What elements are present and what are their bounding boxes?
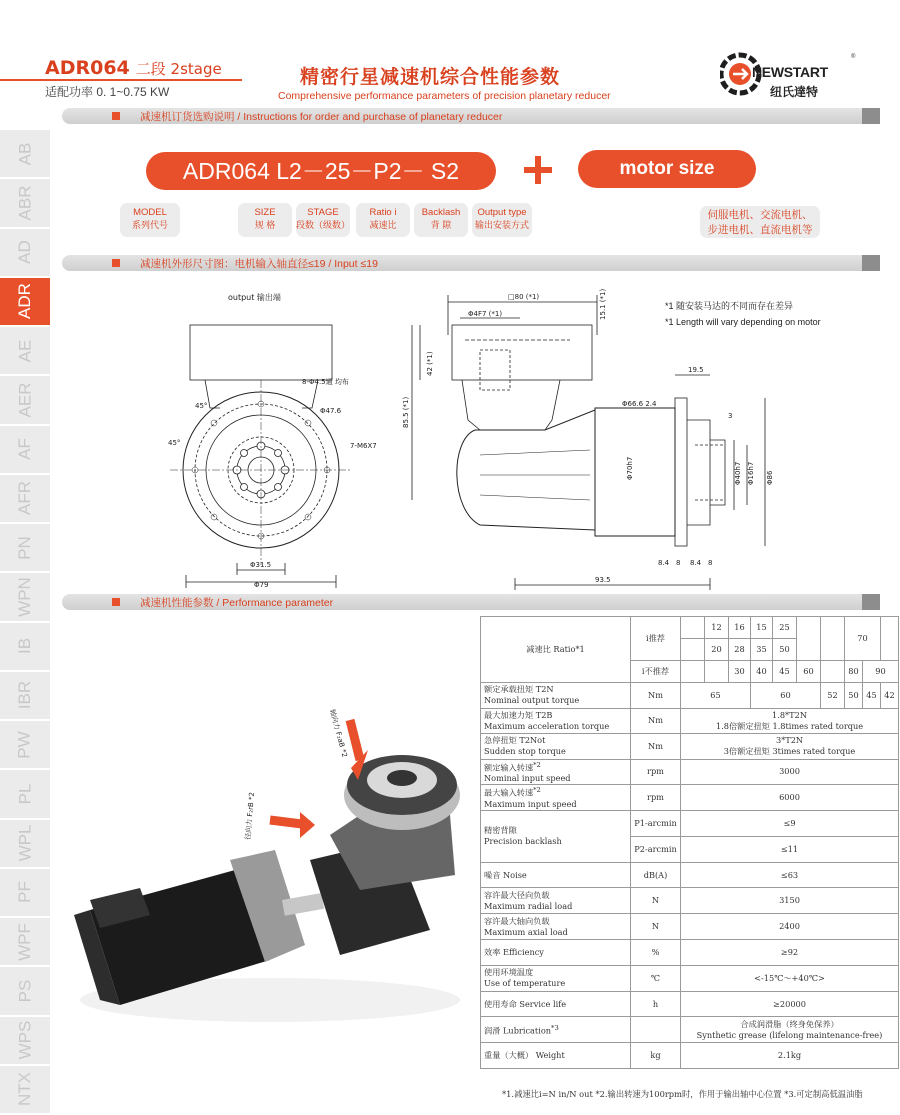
row-name-cn: 额定承载扭矩 T2N — [484, 684, 554, 695]
row-name-en: Nominal output torque — [484, 695, 580, 706]
section-bar-cap — [862, 108, 880, 124]
row-footnote-mark: *2 — [533, 760, 541, 769]
side-tab-ib[interactable] — [0, 623, 50, 671]
dim-w195: 19.5 — [688, 366, 704, 374]
section-bar-cap — [862, 255, 880, 271]
code-label-cn: 段数（级数） — [296, 220, 351, 230]
row-value: 2.1kg — [681, 1043, 899, 1069]
table-row-noise — [481, 862, 899, 888]
table-row-nominal-torque — [481, 683, 899, 709]
side-tab-pw[interactable] — [0, 721, 50, 769]
side-tab-ps[interactable] — [0, 967, 50, 1015]
dim-angle-a: 45° — [195, 402, 208, 410]
row-name-cn: 最大输入转速 — [484, 787, 534, 798]
page-subtitle: Comprehensive performance parameters of precision planetary reducer — [278, 90, 611, 102]
row-value: 合成润滑脂（终身免保养） — [740, 1018, 839, 1029]
dim-h151: 15.1 (*1) — [599, 288, 607, 320]
side-tab-label: WPL — [15, 824, 34, 862]
ratio-cell: 40 — [751, 661, 773, 683]
code-label-cn: 规 格 — [254, 220, 276, 230]
row-value: ≥20000 — [681, 991, 899, 1017]
table-row-max-input-speed — [481, 785, 899, 811]
side-tab-label: AF — [14, 438, 34, 460]
row-value: ≤9 — [681, 810, 899, 836]
row-name-cn: 噪音 Noise — [481, 862, 631, 888]
motor-size-pill: motor size — [578, 150, 756, 188]
side-tab-ae[interactable] — [0, 327, 50, 375]
side-tab-label: ABR — [15, 185, 34, 221]
row-value: 3000 — [681, 759, 899, 785]
section-title-order: 减速机订货选购说明 / Instructions for order and purchase of planetary reducer — [140, 111, 503, 123]
table-row-backlash-p1 — [481, 810, 899, 836]
dim-w84b: 8.4 — [690, 559, 702, 567]
gearbox-image — [310, 755, 460, 955]
row-unit: h — [631, 991, 681, 1017]
axial-force-label: 轴向力 F₂aB *2 — [328, 708, 349, 759]
performance-table — [480, 616, 899, 1069]
table-row-temperature — [481, 965, 899, 991]
ratio-cell: 60 — [797, 661, 821, 683]
row-name-en: Nominal input speed — [484, 773, 571, 784]
table-row-radial-load — [481, 888, 899, 914]
dim-l80: □80 (*1) — [508, 293, 540, 301]
ratio-cell: 35 — [751, 639, 773, 661]
dim-d315: Φ31.5 — [250, 561, 272, 569]
side-tab-label: ADR — [15, 283, 34, 320]
row-name-en: Maximum radial load — [484, 900, 573, 911]
i-recommended-label: i推荐 — [631, 617, 681, 661]
row-value: 1.8倍额定扭矩 1.8times rated torque — [715, 720, 864, 731]
table-row-nominal-input-speed — [481, 759, 899, 785]
motor-types — [700, 206, 820, 238]
side-tab-ab[interactable] — [0, 130, 50, 178]
code-label-en: SIZE — [254, 207, 276, 218]
row-name-cn: 急停扭矩 T2Not — [484, 735, 546, 746]
motor-flange-side-view — [452, 325, 592, 380]
svg-text:®: ® — [851, 54, 856, 60]
dim-pcd: Φ47.6 — [320, 407, 342, 415]
row-unit: Nm — [631, 683, 681, 709]
section-title-dimensions: 减速机外形尺寸图：电机输入轴直径≤19 / Input ≤19 — [140, 258, 378, 270]
code-label-en: Ratio i — [369, 207, 397, 218]
dim-d70: Φ70h7 — [626, 456, 634, 480]
dim-w3: 3 — [728, 412, 733, 420]
row-unit: rpm — [631, 785, 681, 811]
section-title-performance: 减速机性能参数 / Performance parameter — [140, 597, 334, 609]
side-tab-aer[interactable] — [0, 376, 50, 424]
side-tab-ibr[interactable] — [0, 672, 50, 720]
product-photo — [60, 700, 480, 1030]
row-unit: Nm — [631, 734, 681, 760]
dim-thread: 7-M6X7 — [350, 442, 377, 450]
row-value: 52 — [821, 683, 845, 709]
drawing-note-cn: *1 随安装马达的不同而存在差异 — [665, 301, 794, 311]
row-value: 3倍额定扭矩 3times rated torque — [723, 746, 856, 757]
row-value: 65 — [681, 683, 751, 709]
model-code: ADR064 — [45, 57, 130, 79]
dim-d79: Φ79 — [254, 581, 269, 589]
side-tab-label: PL — [14, 783, 34, 805]
side-tab-pf[interactable] — [0, 869, 50, 917]
dim-w8b: 8 — [708, 559, 713, 567]
power-range: 适配功率 0. 1~0.75 KW — [45, 85, 170, 99]
row-unit: dB(A) — [631, 862, 681, 888]
code-label-ratio — [356, 203, 410, 237]
ratio-cell: 25 — [773, 617, 797, 639]
code-label-output-type — [472, 203, 532, 237]
row-value: 3*T2N — [775, 735, 804, 746]
row-name-en: Precision backlash — [484, 836, 562, 847]
row-value: 2400 — [681, 914, 899, 940]
row-name-en: Maximum input speed — [484, 798, 577, 809]
dim-d86: Φ86 — [766, 470, 774, 485]
row-name-cn: 润滑 Lubrication — [484, 1025, 552, 1036]
row-name-cn: 容许最大径向负载 — [484, 889, 550, 900]
dim-w84a: 8.4 — [658, 559, 670, 567]
side-tab-label: NTX — [15, 1072, 34, 1107]
side-tab-label: WPS — [14, 1020, 34, 1060]
row-name-cn: 效率 Efficiency — [481, 940, 631, 966]
row-value: ≥92 — [681, 940, 899, 966]
motor-types-line1: 伺服电机、交流电机、 — [707, 209, 813, 221]
section-bar-order — [62, 108, 880, 124]
code-label-cn: 输出安装方式 — [474, 220, 529, 230]
ratio-cell: 45 — [773, 661, 797, 683]
side-tab-label: PS — [15, 979, 34, 1003]
row-value: 60 — [751, 683, 821, 709]
section-bar-cap — [862, 594, 880, 610]
table-row-axial-load — [481, 914, 899, 940]
table-row-efficiency — [481, 940, 899, 966]
code-label-en: MODEL — [133, 207, 167, 218]
row-unit: % — [631, 940, 681, 966]
row-value: ≤63 — [681, 862, 899, 888]
dim-d40: Φ40h7 — [734, 461, 742, 485]
row-unit: P2-arcmin — [631, 836, 681, 862]
code-label-cn: 系列代号 — [131, 220, 168, 230]
dim-w8a: 8 — [676, 559, 681, 567]
side-tab-label: AE — [15, 339, 34, 362]
dim-w935: 93.5 — [595, 576, 611, 584]
row-unit: N — [631, 888, 681, 914]
order-code-pill: ADR064 L2－25－P2－ S2 — [146, 152, 496, 190]
bullet-square — [112, 598, 120, 606]
motor-types-line2: 步进电机、直流电机等 — [707, 224, 813, 236]
side-tab-adr[interactable] — [0, 278, 50, 326]
side-tab-pn[interactable] — [0, 524, 50, 572]
dim-angle-b: 45° — [168, 439, 181, 447]
code-label-en: STAGE — [307, 207, 339, 218]
row-name-en: Maximum axial load — [484, 926, 568, 937]
axial-force-arrow — [350, 720, 360, 760]
ratio-cell: 90 — [863, 661, 899, 683]
page-title: 精密行星减速机综合性能参数 — [300, 66, 561, 88]
code-label-cn: 减速比 — [369, 220, 397, 230]
table-row-weight — [481, 1043, 899, 1069]
row-value: 45 — [863, 683, 881, 709]
row-value: 1.8*T2N — [772, 709, 807, 720]
side-tab-abr[interactable] — [0, 179, 50, 227]
side-tab-label: AFR — [15, 481, 34, 516]
model-stage: 二段 2stage — [135, 60, 222, 78]
row-name-cn: 使用寿命 Service life — [481, 991, 631, 1017]
side-tab-label: IBR — [15, 681, 34, 710]
row-footnote-mark: *2 — [533, 786, 541, 795]
row-unit: ℃ — [631, 965, 681, 991]
ratio-cell: 80 — [845, 661, 863, 683]
side-tab-label: PW — [14, 730, 34, 759]
row-value: 3150 — [681, 888, 899, 914]
row-name-cn: 容许最大轴向负载 — [484, 915, 550, 926]
row-value: Synthetic grease (lifelong maintenance-free) — [696, 1029, 883, 1040]
motor-flange-front-view — [190, 325, 332, 380]
ratio-cell: 70 — [845, 617, 881, 661]
plus-icon — [524, 156, 552, 184]
code-label-en: Backlash — [421, 207, 461, 218]
side-tab-pl[interactable] — [0, 770, 50, 818]
title-underline — [0, 79, 242, 81]
side-tab-afr[interactable] — [0, 475, 50, 523]
row-name-cn: 重量（大概） Weight — [481, 1043, 631, 1069]
ratio-cell: 15 — [751, 617, 773, 639]
ratio-cell: 28 — [729, 639, 751, 661]
row-name-cn: 精密背隙 — [484, 825, 517, 836]
dim-h855: 85.5 (*1) — [402, 396, 410, 428]
row-value: 50 — [845, 683, 863, 709]
dim-d4f7: Φ4F7 (*1) — [468, 310, 503, 318]
radial-force-label: 径向力 F₂rB *2 — [244, 791, 257, 841]
side-tab-label: IB — [15, 638, 34, 655]
row-footnote-mark: *3 — [551, 1024, 559, 1033]
ratio-cell: 50 — [773, 639, 797, 661]
table-row-acceleration-torque — [481, 708, 899, 734]
side-tab-label: AD — [15, 240, 34, 264]
side-tab-label: AER — [15, 382, 34, 418]
bullet-square — [112, 259, 120, 267]
row-name-cn: 使用环境温度 — [484, 967, 534, 978]
table-row-sudden-stop-torque — [481, 734, 899, 760]
dim-holes: 8-Φ4.5通 均布 — [302, 378, 349, 386]
row-name-cn: 额定输入转速 — [484, 762, 534, 773]
code-label-cn: 背 隙 — [430, 220, 452, 230]
series-side-tabs — [0, 130, 50, 1115]
code-label-backlash — [414, 203, 468, 237]
code-label-en: Output type — [477, 207, 527, 218]
ratio-row-1 — [481, 617, 899, 639]
section-bar-performance — [62, 594, 880, 610]
row-name-cn: 最大加速力矩 T2B — [484, 709, 553, 720]
code-label-model — [120, 203, 180, 237]
side-tab-label: WPN — [14, 577, 34, 617]
side-tab-wps[interactable] — [0, 1017, 50, 1065]
logo-text-en: NEWSTART — [752, 64, 828, 80]
side-tab-af[interactable] — [0, 426, 50, 474]
dim-d16: Φ16h7 — [747, 461, 755, 485]
table-row-service-life — [481, 991, 899, 1017]
row-value: 6000 — [681, 785, 899, 811]
drawing-note-en: *1 Length will vary depending on motor — [665, 317, 821, 327]
ratio-cell: 30 — [729, 661, 751, 683]
bullet-square — [112, 112, 120, 120]
row-value: ≤11 — [681, 836, 899, 862]
ratio-cell: 20 — [705, 639, 729, 661]
code-label-stage — [296, 203, 350, 237]
row-name-en: Maximum acceleration torque — [484, 720, 610, 731]
row-unit: Nm — [631, 708, 681, 734]
i-not-recommended-label: i不推荐 — [631, 661, 681, 683]
table-row-lubrication — [481, 1017, 899, 1043]
row-unit: P1-arcmin — [631, 810, 681, 836]
dim-d6636: Φ66.6 2.4 — [622, 400, 657, 408]
code-label-size — [238, 203, 292, 237]
section-bar-dimensions — [62, 255, 880, 271]
row-unit: kg — [631, 1043, 681, 1069]
side-tab-label: PN — [15, 535, 34, 560]
ratio-cell: 12 — [705, 617, 729, 639]
row-unit: N — [631, 914, 681, 940]
side-tab-label: WPF — [15, 922, 34, 961]
drawing-notes — [665, 298, 821, 330]
side-tab-wpn[interactable] — [0, 573, 50, 621]
table-footnote: *1.减速比i=N in/N out *2.输出转速为100rpm时，作用于输出轴中心位置 *3.可定制高低温油脂 — [502, 1089, 863, 1099]
model-title — [45, 57, 222, 79]
dim-h42: 42 (*1) — [426, 351, 434, 376]
row-value: 42 — [881, 683, 899, 709]
row-name-en: Use of temperature — [484, 978, 566, 989]
ratio-cell: 16 — [729, 617, 751, 639]
output-label: output 输出端 — [228, 293, 281, 302]
side-tab-wpf[interactable] — [0, 918, 50, 966]
row-value: <-15℃～+40℃> — [681, 965, 899, 991]
side-tab-ntx[interactable] — [0, 1066, 50, 1114]
row-name-en: Sudden stop torque — [484, 746, 566, 757]
ratio-label: 减速比 Ratio*1 — [481, 617, 631, 683]
side-tab-label: PF — [14, 881, 34, 904]
side-tab-wpl[interactable] — [0, 820, 50, 868]
logo-text-cn: 纽氏達特 — [770, 85, 819, 99]
side-tab-label: AB — [15, 142, 34, 165]
side-tab-ad[interactable] — [0, 229, 50, 277]
row-unit: rpm — [631, 759, 681, 785]
